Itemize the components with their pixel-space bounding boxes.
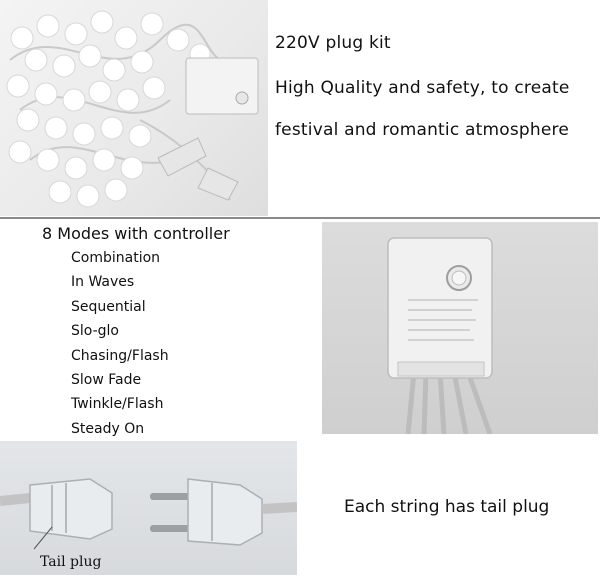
mode-item: Combination (71, 250, 161, 266)
mode-item: Twinkle/Flash (71, 396, 164, 413)
mode-item: Slow Fade (71, 371, 142, 388)
string-lights-illustration (0, 0, 268, 216)
mode-item: Sequential (71, 298, 146, 315)
mode-item: Chasing/Flash (71, 347, 169, 364)
modes-list (71, 248, 169, 443)
quality-line: High Quality and safety, to create (275, 78, 570, 98)
mode-item: Steady On (71, 420, 145, 437)
string-lights-photo (0, 0, 268, 216)
tail-plug-caption: Tail plug (40, 554, 102, 570)
section-divider (0, 217, 600, 219)
controller-photo (322, 222, 598, 434)
product-header-section (0, 0, 600, 220)
kit-title: 220V plug kit (275, 33, 391, 53)
modes-title: 8 Modes with controller (42, 224, 230, 243)
atmosphere-line: festival and romantic atmosphere (275, 120, 569, 140)
mode-item: In Waves (71, 274, 135, 291)
tail-plug-note: Each string has tail plug (344, 497, 550, 517)
mode-item: Slo-glo (71, 323, 119, 340)
controller-illustration (322, 222, 598, 434)
